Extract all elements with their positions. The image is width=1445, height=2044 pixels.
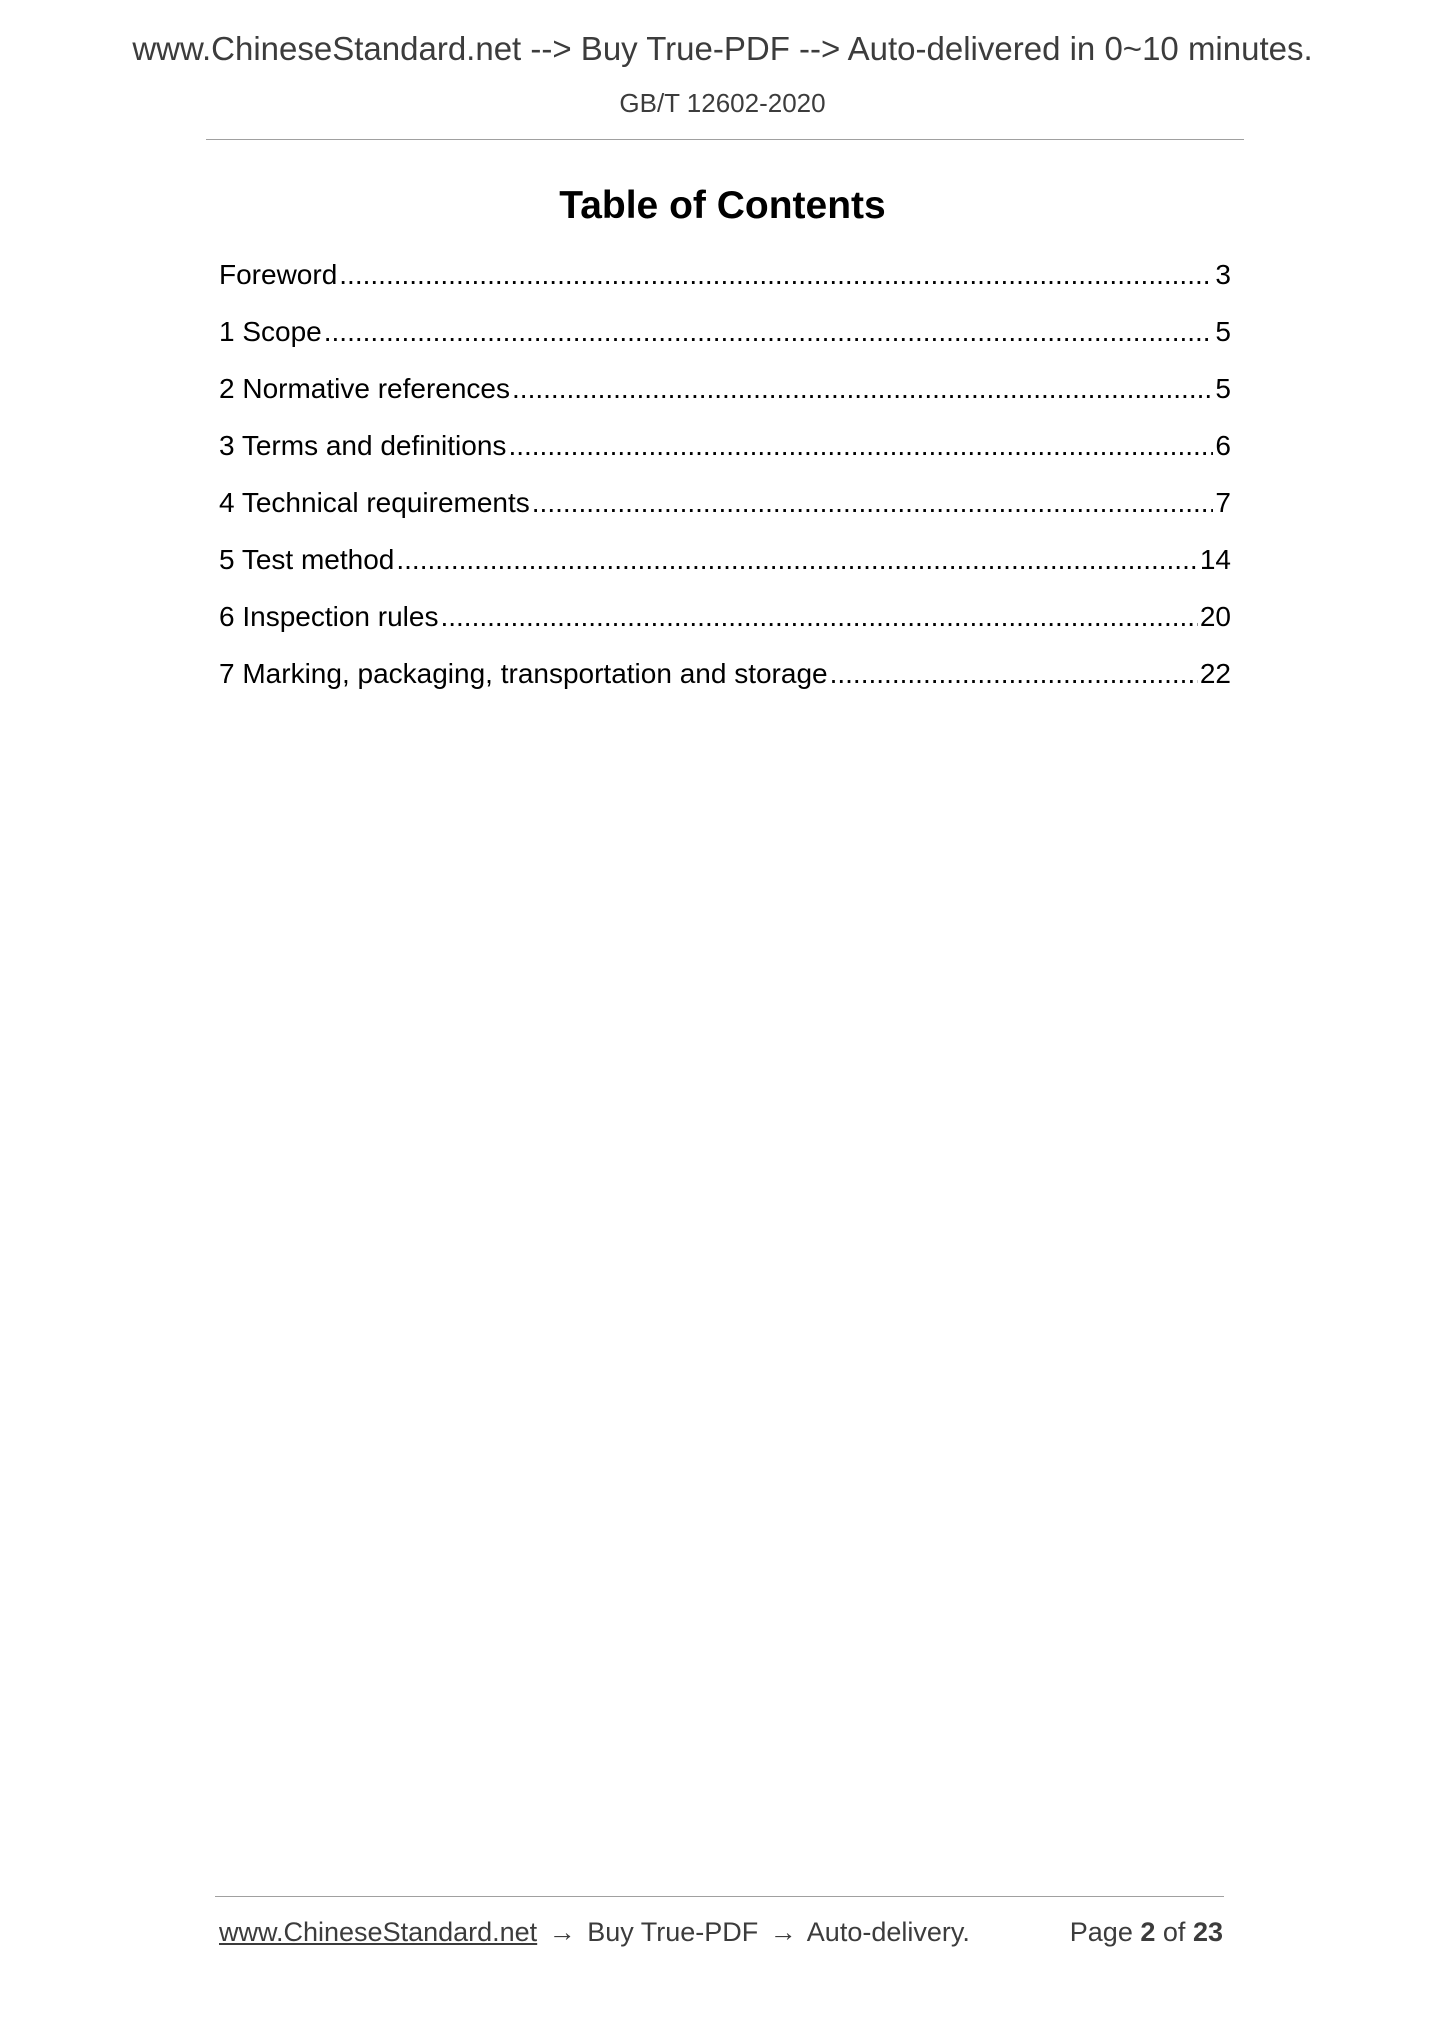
page-word: Page xyxy=(1069,1917,1133,1947)
header-divider xyxy=(206,139,1244,140)
toc-entry-label: 5 Test method xyxy=(219,544,395,575)
toc-entry-page: 22 xyxy=(1199,658,1231,689)
current-page-number: 2 xyxy=(1140,1917,1156,1947)
toc-entry-label: Foreword xyxy=(219,259,338,290)
footer-site-link[interactable]: www.ChineseStandard.net xyxy=(219,1917,538,1947)
toc-entry-label: 7 Marking, packaging, transportation and storage xyxy=(219,658,828,689)
toc-entry-label: 4 Technical requirements xyxy=(219,487,530,518)
right-arrow-icon: → xyxy=(769,1917,797,1947)
toc-entry-page: 5 xyxy=(1215,316,1231,347)
toc-entry-page: 14 xyxy=(1199,544,1231,575)
toc-entry-foreword[interactable] xyxy=(219,256,1231,313)
dot-leader xyxy=(508,427,1213,465)
toc-entry-label: 1 Scope xyxy=(219,316,322,347)
dot-leader xyxy=(440,598,1197,636)
footer-delivery-text: Auto-delivery. xyxy=(806,1917,970,1947)
dot-leader xyxy=(324,313,1214,351)
footer-promo xyxy=(219,1917,970,1948)
toc-entry-page: 20 xyxy=(1199,601,1231,632)
toc-entry-test-method[interactable] xyxy=(219,541,1231,598)
document-code: GB/T 12602-2020 xyxy=(619,88,826,118)
page-number xyxy=(1070,1917,1223,1948)
footer-buy-text: Buy True-PDF xyxy=(587,1917,759,1947)
toc-entry-terms-definitions[interactable] xyxy=(219,427,1231,484)
toc-entry-page: 5 xyxy=(1215,373,1231,404)
toc-title: Table of Contents xyxy=(559,184,886,227)
toc-entry-scope[interactable] xyxy=(219,313,1231,370)
dot-leader xyxy=(532,484,1214,522)
toc-entry-page: 6 xyxy=(1215,430,1231,461)
dot-leader xyxy=(512,370,1213,408)
header-banner: www.ChineseStandard.net --> Buy True-PDF --> Auto-delivered in 0~10 minutes. xyxy=(132,30,1313,67)
toc-entry-normative-references[interactable] xyxy=(219,370,1231,427)
toc-entry-inspection-rules[interactable] xyxy=(219,598,1231,655)
toc-entry-label: 3 Terms and definitions xyxy=(219,430,507,461)
right-arrow-icon: → xyxy=(548,1917,576,1947)
toc-entry-page: 3 xyxy=(1215,259,1231,290)
toc-entry-marking-packaging[interactable] xyxy=(219,655,1231,712)
table-of-contents xyxy=(219,256,1231,712)
dot-leader xyxy=(339,256,1213,294)
footer-divider xyxy=(215,1896,1224,1897)
toc-entry-technical-requirements[interactable] xyxy=(219,484,1231,541)
of-word: of xyxy=(1162,1917,1186,1947)
toc-entry-label: 2 Normative references xyxy=(219,373,511,404)
dot-leader xyxy=(830,655,1198,693)
total-page-number: 23 xyxy=(1192,1917,1223,1947)
toc-entry-label: 6 Inspection rules xyxy=(219,601,439,632)
dot-leader xyxy=(396,541,1197,579)
toc-entry-page: 7 xyxy=(1215,487,1231,518)
